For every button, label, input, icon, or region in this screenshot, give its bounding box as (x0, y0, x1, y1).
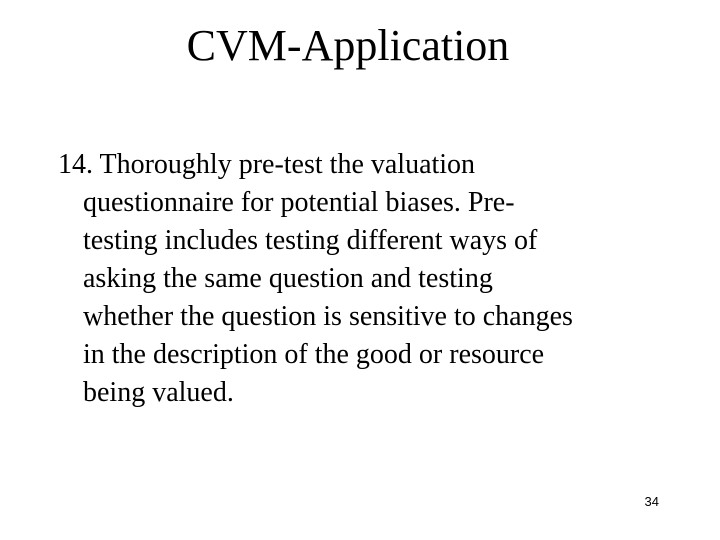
body-line: whether the question is sensitive to changes (83, 301, 573, 332)
body-line: questionnaire for potential biases. Pre- (83, 187, 515, 218)
body-line: in the description of the good or resource (83, 339, 545, 370)
body-line: being valued. (83, 377, 234, 408)
body-line: testing includes testing different ways of (83, 225, 538, 256)
body-line: 14. Thoroughly pre-test the valuation (58, 149, 476, 180)
page-number: 34 (644, 494, 659, 509)
body-line: asking the same question and testing (83, 263, 493, 294)
body-paragraph (58, 146, 658, 412)
slide-title: CVM-Application (186, 21, 510, 70)
